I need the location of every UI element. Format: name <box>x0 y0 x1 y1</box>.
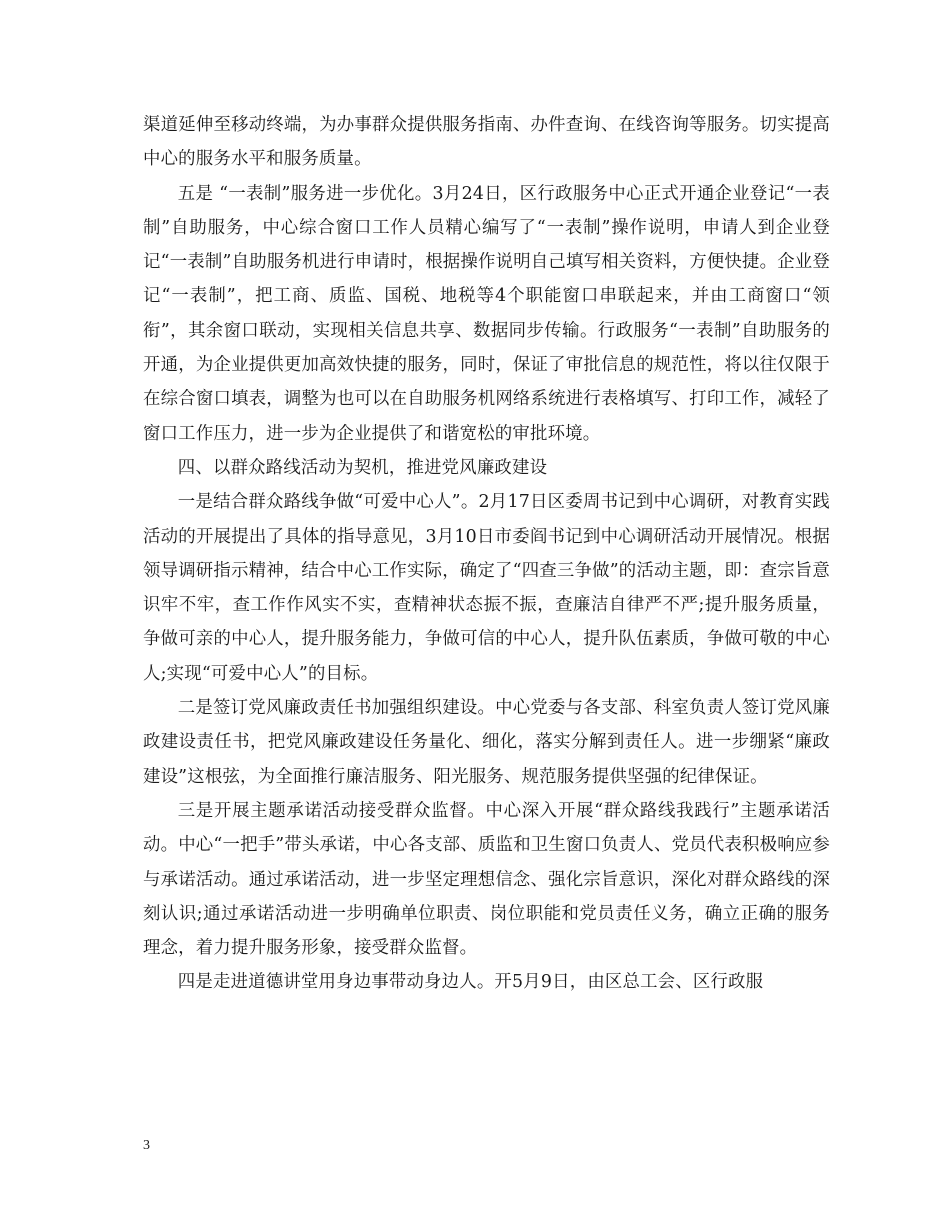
paragraph: 五是 “一表制”服务进一步优化。3月24日，区行政服务中心正式开通企业登记“一表制”自助服务，中心综合窗口工作人员精心编写了“一表制”操作说明，申请人到企业登记“一表制”自助服务机进行申请时，根据操作说明自己填写相关资料，方便快捷。企业登记“一表制”，把工商、质监、国税、地税等4个职能窗口串联起来，并由工商窗口“领衔”，其余窗口联动，实现相关信息共享、数据同步传输。行政服务“一表制”自助服务的开通，为企业提供更加高效快捷的服务，同时，保证了审批信息的规范性，将以往仅限于在综合窗口填表，调整为也可以在自助服务机网络系统进行表格填写、打印工作，减轻了窗口工作压力，进一步为企业提供了和谐宽松的审批环境。 <box>143 183 830 444</box>
paragraph: 渠道延伸至移动终端，为办事群众提供服务指南、办件查询、在线咨询等服务。切实提高中心的服务水平和服务质量。 <box>143 115 830 170</box>
paragraph: 二是签订党风廉政责任书加强组织建设。中心党委与各支部、科室负责人签订党风廉政建设责任书，把党风廉政建设任务量化、细化，落实分解到责任人。进一步绷紧“廉政建设”这根弦，为全面推行廉洁服务、阳光服务、规范服务提供坚强的纪律保证。 <box>143 698 830 787</box>
paragraph: 三是开展主题承诺活动接受群众监督。中心深入开展“群众路线我践行”主题承诺活动。中心“一把手”带头承诺，中心各支部、质监和卫生窗口负责人、党员代表积极响应参与承诺活动。通过承诺活动，进一步坚定理想信念、强化宗旨意识，深化对群众路线的深刻认识;通过承诺活动进一步明确单位职责、岗位职能和党员责任义务，确立正确的服务理念，着力提升服务形象，接受群众监督。 <box>143 800 830 959</box>
page-number: 3 <box>143 1138 150 1153</box>
body-text <box>143 108 830 1000</box>
section-heading: 四、以群众路线活动为契机，推进党风廉政建设 <box>177 457 548 478</box>
paragraph: 一是结合群众路线争做“可爱中心人”。2月17日区委周书记到中心调研，对教育实践活动的开展提出了具体的指导意见，3月10日市委阎书记到中心调研活动开展情况。根据领导调研指示精神，结合中心工作实际，确定了“四查三争做”的活动主题，即：查宗旨意识牢不牢，查工作作风实不实，查精神状态振不振，查廉洁自律严不严;提升服务质量，争做可亲的中心人，提升服务能力，争做可信的中心人，提升队伍素质，争做可敬的中心人;实现“可爱中心人”的目标。 <box>143 492 830 684</box>
paragraph: 四是走进道德讲堂用身边事带动身边人。开5月9日，由区总工会、区行政服 <box>177 972 764 993</box>
